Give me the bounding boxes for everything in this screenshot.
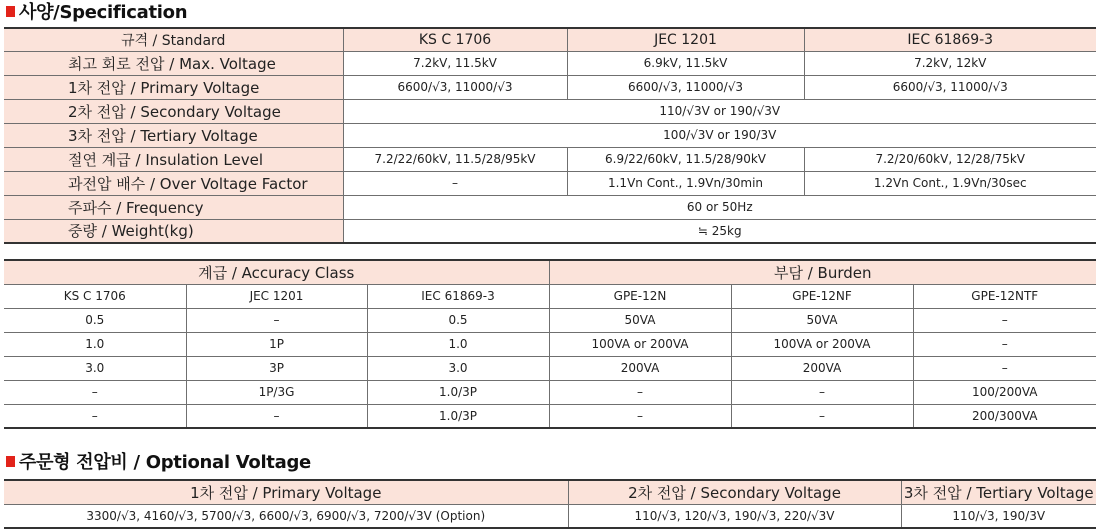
table-cell: – [731,404,913,428]
table-cell: – [913,356,1096,380]
burden-header: 부담 / Burden [549,260,1096,284]
ks-value: 7.2kV, 11.5kV [343,51,567,75]
optional-header-secondary: 2차 전압 / Secondary Voltage [568,480,901,504]
table-cell: – [731,380,913,404]
subheader-gpe-12ntf: GPE-12NTF [913,284,1096,308]
ks-value: 6600/√3, 11000/√3 [343,75,567,99]
spec-header-jec: JEC 1201 [567,28,804,51]
spec-header-ks: KS C 1706 [343,28,567,51]
table-row [4,332,1096,356]
table-cell: 50VA [731,308,913,332]
optional-section-title [6,450,311,472]
iec-value: 7.2/20/60kV, 12/28/75kV [804,147,1096,171]
table-cell: – [913,332,1096,356]
jec-value: 6600/√3, 11000/√3 [567,75,804,99]
merged-value: 100/√3V or 190/3V [343,123,1096,147]
subheader-ks: KS C 1706 [4,284,186,308]
spec-row-insulation-level [4,147,1096,171]
spec-row-max-voltage [4,51,1096,75]
table-cell: 100/200VA [913,380,1096,404]
table-row [4,404,1096,428]
optional-title-text: 주문형 전압비 / Optional Voltage [19,452,311,473]
iec-value: 7.2kV, 12kV [804,51,1096,75]
table-cell: 1.0/3P [367,404,549,428]
table-cell: 200VA [549,356,731,380]
merged-value: ≒ 25kg [343,219,1096,243]
table-cell: – [4,404,186,428]
table-cell: 50VA [549,308,731,332]
spec-header-row [4,28,1096,51]
row-label: 최고 회로 전압 / Max. Voltage [4,51,343,75]
table-cell: – [913,308,1096,332]
row-label: 주파수 / Frequency [4,195,343,219]
table-cell: 3.0 [367,356,549,380]
table-cell: 1P/3G [186,380,367,404]
jec-value: 6.9/22/60kV, 11.5/28/90kV [567,147,804,171]
jec-value: 6.9kV, 11.5kV [567,51,804,75]
ks-value: 7.2/22/60kV, 11.5/28/95kV [343,147,567,171]
optional-value-row [4,504,1096,528]
table-cell: 200VA [731,356,913,380]
subheader-gpe-12nf: GPE-12NF [731,284,913,308]
table-cell: 0.5 [367,308,549,332]
table-cell: – [186,404,367,428]
accuracy-subheader-row [4,284,1096,308]
table-cell: 1.0/3P [367,380,549,404]
spec-row-tertiary-voltage [4,123,1096,147]
subheader-gpe-12n: GPE-12N [549,284,731,308]
accuracy-group-header-row [4,260,1096,284]
optional-header-tertiary: 3차 전압 / Tertiary Voltage [901,480,1096,504]
row-label: 3차 전압 / Tertiary Voltage [4,123,343,147]
iec-value: 1.2Vn Cont., 1.9Vn/30sec [804,171,1096,195]
table-cell: 200/300VA [913,404,1096,428]
row-label: 2차 전압 / Secondary Voltage [4,99,343,123]
subheader-jec: JEC 1201 [186,284,367,308]
row-label: 절연 계급 / Insulation Level [4,147,343,171]
table-cell: 1.0 [4,332,186,356]
red-square-icon [6,456,15,467]
spec-table [4,27,1096,244]
table-cell: – [549,404,731,428]
spec-row-primary-voltage [4,75,1096,99]
ks-value: – [343,171,567,195]
optional-secondary-value: 110/√3, 120/√3, 190/√3, 220/√3V [568,504,901,528]
accuracy-class-header: 계급 / Accuracy Class [4,260,549,284]
optional-header-primary: 1차 전압 / Primary Voltage [4,480,568,504]
optional-primary-value: 3300/√3, 4160/√3, 5700/√3, 6600/√3, 6900/√3, 7200/√3V (Option) [4,504,568,528]
table-cell: 3.0 [4,356,186,380]
table-cell: 3P [186,356,367,380]
spec-row-secondary-voltage [4,99,1096,123]
table-row [4,308,1096,332]
table-cell: 0.5 [4,308,186,332]
optional-header-row [4,480,1096,504]
table-cell: – [549,380,731,404]
table-row [4,356,1096,380]
spec-row-frequency [4,195,1096,219]
jec-value: 1.1Vn Cont., 1.9Vn/30min [567,171,804,195]
row-label: 중량 / Weight(kg) [4,219,343,243]
merged-value: 60 or 50Hz [343,195,1096,219]
red-square-icon [6,6,15,17]
table-cell: 1.0 [367,332,549,356]
table-cell: 100VA or 200VA [549,332,731,356]
spec-title-text: 사양/Specification [19,2,188,23]
spec-section-title [6,0,187,22]
row-label: 1차 전압 / Primary Voltage [4,75,343,99]
table-cell: 1P [186,332,367,356]
spec-row-over-voltage-factor [4,171,1096,195]
table-cell: – [4,380,186,404]
iec-value: 6600/√3, 11000/√3 [804,75,1096,99]
row-label: 과전압 배수 / Over Voltage Factor [4,171,343,195]
table-cell: 100VA or 200VA [731,332,913,356]
table-row [4,380,1096,404]
optional-tertiary-value: 110/√3, 190/3V [901,504,1096,528]
subheader-iec: IEC 61869-3 [367,284,549,308]
table-cell: – [186,308,367,332]
optional-voltage-table [4,479,1096,529]
spec-header-iec: IEC 61869-3 [804,28,1096,51]
accuracy-burden-table [4,259,1096,429]
merged-value: 110/√3V or 190/√3V [343,99,1096,123]
spec-row-weight [4,219,1096,243]
spec-header-standard: 규격 / Standard [4,28,343,51]
